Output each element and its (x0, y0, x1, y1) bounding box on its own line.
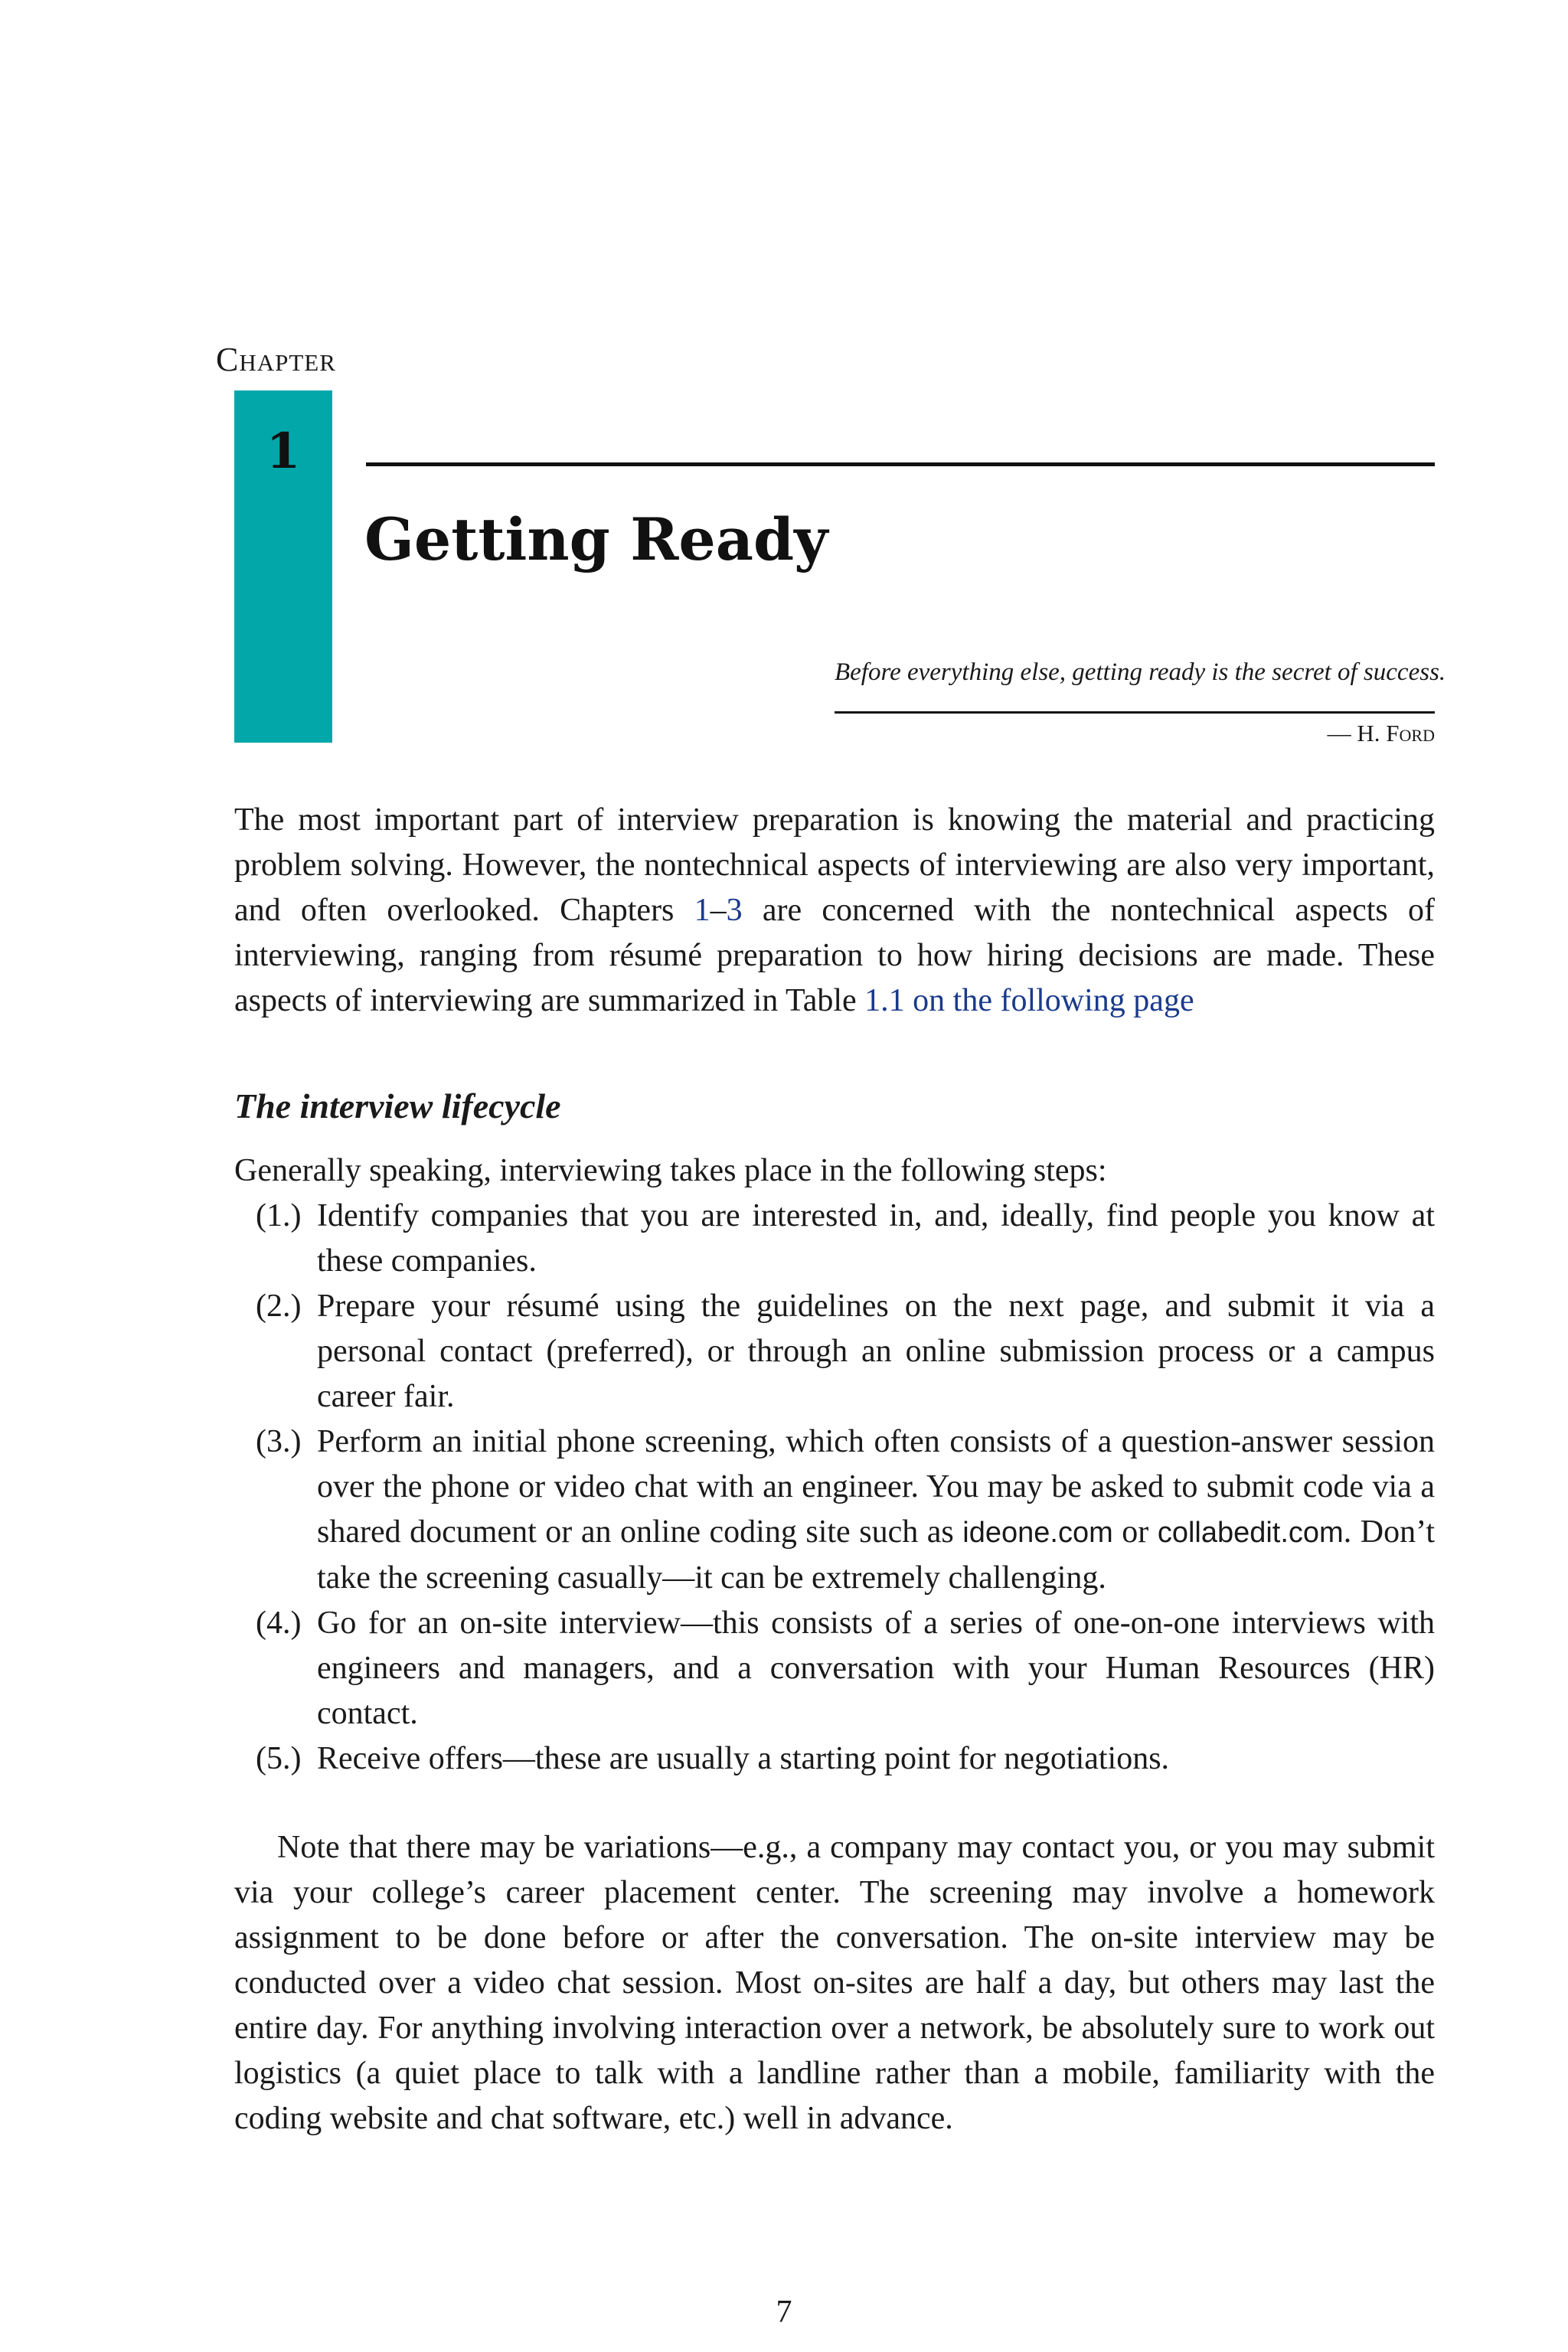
list-item (234, 1419, 1435, 1601)
attribution-prefix: — H. (1327, 720, 1387, 746)
note-paragraph: Note that there may be variations—e.g., a company may contact you, or you may submit via your college’s career placement center. The screening may involve a homework assignment to be done before or after the conversation. The on-site interview may be conducted over a video chat session. Most on-sites are half a day, but others may last the entire day. For anything involving interaction over a network, be absolutely sure to work out logistics (a quiet place to talk with a landline rather than a mobile, familiarity with the coding website and chat software, etc.) well in advance. (234, 1830, 1435, 2136)
epigraph-quote: Before everything else, getting ready is the secret of success. (835, 658, 1446, 686)
link-table-1-1[interactable]: 1.1 on the following page (864, 983, 1194, 1018)
epigraph-attribution (835, 720, 1435, 747)
step-text-b: or (1112, 1514, 1158, 1550)
section-heading: The interview lifecycle (234, 1086, 561, 1125)
link-chapter-3[interactable]: 3 (726, 893, 743, 928)
step-text: Go for an on-site interview—this consists of a series of one-on-one interviews with engineers and managers, and a conversation with your Human Resources (HR) contact. (317, 1606, 1435, 1731)
step-text: Receive offers—these are usually a starting point for negotiations. (317, 1741, 1170, 1776)
step-text: Prepare your résumé using the guidelines on the next page, and submit it via a personal contact (preferred), or through an online submission process or a campus career fair. (317, 1289, 1435, 1414)
chapter-label: Chapter (216, 341, 336, 378)
step-number: (5.) (256, 1741, 302, 1776)
chapter-title-rule (366, 462, 1435, 466)
intro-text-1: The most important part of interview preparation is knowing the material and practicing problem solving. However, the nontechnical aspects of interviewing are also very important, and often overlooked. Chapters (234, 802, 1435, 928)
attribution-name: Ford (1386, 720, 1435, 746)
epigraph-rule (835, 711, 1435, 714)
list-item (234, 1601, 1435, 1736)
list-item (234, 1194, 1435, 1284)
list-item (234, 1736, 1435, 1782)
steps-intro: Generally speaking, interviewing takes place in the following steps: (234, 1153, 1107, 1188)
chapter-number: 1 (266, 423, 301, 480)
list-item (234, 1284, 1435, 1419)
chapter-title: Getting Ready (364, 505, 828, 573)
step-number: (4.) (256, 1606, 302, 1641)
intro-dash: – (710, 893, 727, 928)
step-number: (3.) (256, 1424, 302, 1459)
step-text (317, 1424, 1435, 1596)
step-text-c: . Don’t take the screening casually—it can be extremely challenging. (317, 1514, 1435, 1596)
site-ideone: ideone.com (962, 1517, 1113, 1549)
site-collabedit: collabedit.com (1157, 1517, 1344, 1549)
step-text-a: Perform an initial phone screening, which often consists of a question-answer session over the phone or video chat with an engineer. You may be asked to submit code via a shared document or an online coding site such as (317, 1424, 1435, 1550)
page-number: 7 (776, 2295, 792, 2330)
steps-list (234, 1194, 1435, 1782)
chapter-color-bar (234, 390, 332, 743)
intro-paragraph (234, 798, 1435, 1024)
step-number: (2.) (256, 1289, 302, 1324)
step-text: Identify companies that you are interested in, and, ideally, find people you know at these companies. (317, 1198, 1435, 1279)
intro-text-2: are concerned with the nontechnical aspects of interviewing, ranging from résumé preparation to how hiring decisions are made. These aspects of interviewing are summarized in Table (234, 893, 1435, 1018)
step-number: (1.) (256, 1198, 302, 1233)
link-chapter-1[interactable]: 1 (694, 893, 710, 928)
